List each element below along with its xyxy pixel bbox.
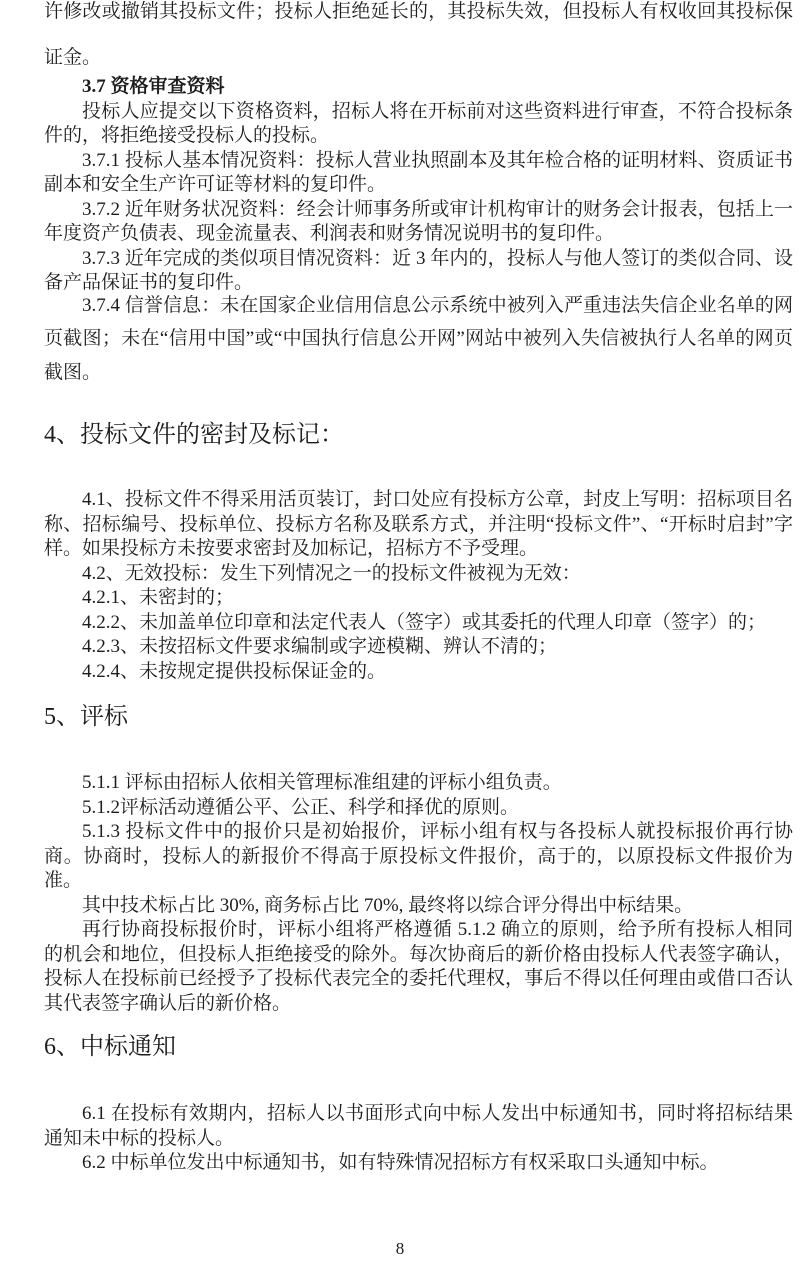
paragraph: 5.1.3 投标文件中的报价只是初始报价，评标小组有权与各投标人就投标报价再行协商。协商时，投标人的新报价不得高于原投标文件报价，高于的，以原投标文件报价为准。 bbox=[44, 821, 793, 891]
section-heading: 5、评标 bbox=[44, 704, 128, 730]
paragraph: 投标人应提交以下资格资料，招标人将在开标前对这些资料进行审查，不符合投标条件的，将拒绝接受投标人的投标。 bbox=[44, 100, 793, 146]
document-body bbox=[44, 0, 793, 1176]
sub-heading: 3.7 资格审查资料 bbox=[82, 76, 225, 97]
section-heading: 4、投标文件的密封及标记： bbox=[44, 422, 344, 448]
paragraph: 4.2.4、未按规定提供投标保证金的。 bbox=[82, 660, 387, 682]
section-heading: 6、中标通知 bbox=[44, 1034, 176, 1060]
paragraph: 5.1.2评标活动遵循公平、公正、科学和择优的原则。 bbox=[82, 796, 520, 818]
paragraph: 5.1.1 评标由招标人依相关管理标准组建的评标小组负责。 bbox=[82, 772, 562, 793]
paragraph: 4.2、无效投标：发生下列情况之一的投标文件被视为无效： bbox=[82, 562, 581, 584]
paragraph: 4.2.1、未密封的； bbox=[82, 587, 235, 608]
paragraph: 再行协商投标报价时，评标小组将严格遵循 5.1.2 确立的原则，给予所有投标人相同的机会和地位，但投标人拒绝接受的除外。每次协商后的新价格由投标人代表签字确认，投标人在投标前已经授予了投标代表完全的委托代理权，事后不得以任何理由或借口否认其代表签字确认后的新价格。 bbox=[44, 919, 793, 1014]
paragraph: 4.2.3、未按招标文件要求编制或字迹模糊、辨认不清的； bbox=[82, 636, 558, 657]
paragraph: 3.7.1 投标人基本情况资料：投标人营业执照副本及其年检合格的证明材料、资质证书副本和安全生产许可证等材料的复印件。 bbox=[44, 149, 793, 195]
paragraph: 4.1、投标文件不得采用活页装订，封口处应有投标方公章，封皮上写明：招标项目名称、招标编号、投标单位、投标方名称及联系方式，并注明“投标文件”、“开标时启封”字样。如果投标方未按要求密封及加标记，招标方不予受理。 bbox=[44, 489, 793, 559]
paragraph: 4.2.2、未加盖单位印章和法定代表人（签字）或其委托的代理人印章（签字）的； bbox=[82, 611, 767, 633]
paragraph: 6.1 在投标有效期内，招标人以书面形式向中标人发出中标通知书，同时将招标结果通知未中标的投标人。 bbox=[44, 1103, 793, 1149]
paragraph: 3.7.3 近年完成的类似项目情况资料：近 3 年内的，投标人与他人签订的类似合同、设备产品保证书的复印件。 bbox=[44, 247, 793, 293]
paragraph: 3.7.2 近年财务状况资料：经会计师事务所或审计机构审计的财务会计报表，包括上一年度资产负债表、现金流量表、利润表和财务情况说明书的复印件。 bbox=[44, 198, 793, 244]
paragraph: 6.2 中标单位发出中标通知书，如有特殊情况招标方有权采取口头通知中标。 bbox=[82, 1152, 719, 1173]
paragraph: 许修改或撤销其投标文件；投标人拒绝延长的，其投标失效，但投标人有权收回其投标保证金。 bbox=[44, 1, 793, 68]
page-number: 8 bbox=[395, 1239, 405, 1258]
paragraph: 其中技术标占比 30%, 商务标占比 70%, 最终将以综合评分得出中标结果。 bbox=[82, 894, 694, 916]
paragraph: 3.7.4 信誉信息：未在国家企业信用信息公示系统中被列入严重违法失信企业名单的网页截图；未在“信用中国”或“中国执行信息公开网”网站中被列入失信被执行人名单的网页截图。 bbox=[44, 294, 793, 383]
